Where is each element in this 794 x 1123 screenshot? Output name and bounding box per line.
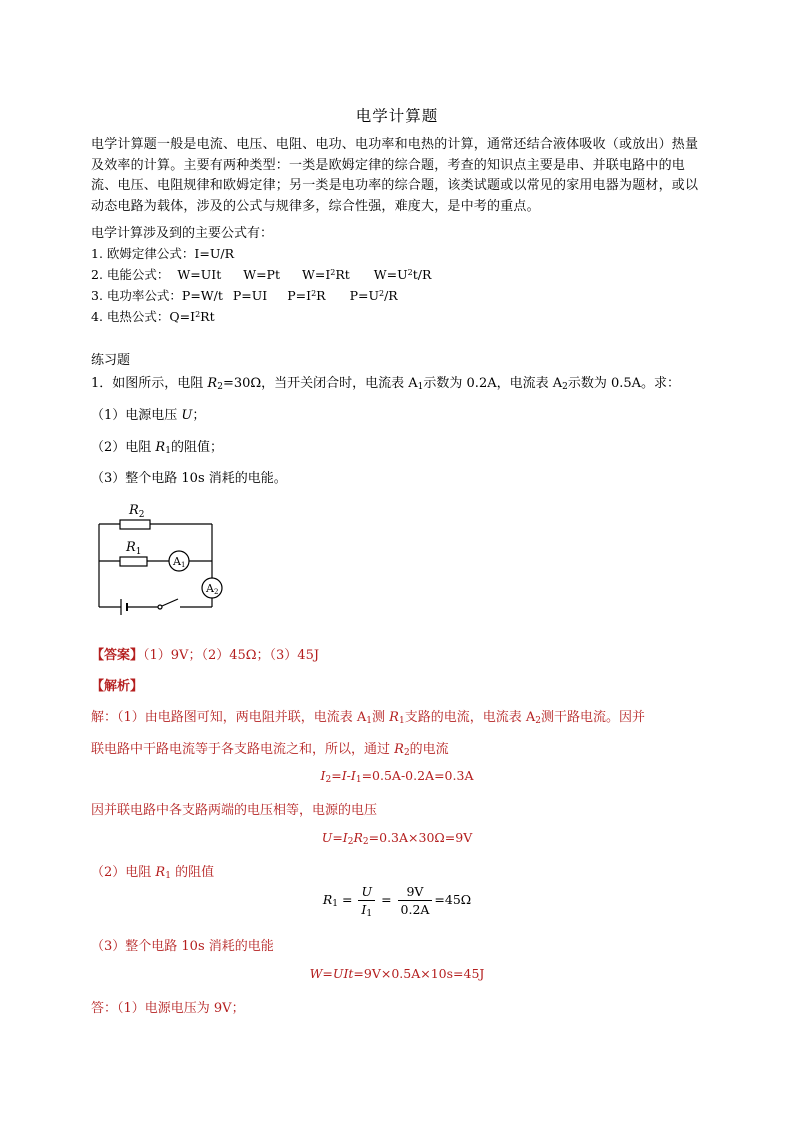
equation-text: =9V×0.5A×10s=45J <box>353 966 485 981</box>
formula-text: W=I <box>302 267 331 282</box>
question-text: 的阻值； <box>170 440 223 455</box>
formula-text: P=W/t <box>181 288 223 303</box>
analysis-text: 联电路中干路电流等于各支路电流之和，所以，通过 <box>91 742 395 757</box>
variable: U <box>181 408 193 423</box>
superscript: 2 <box>407 268 413 277</box>
analysis-line-4 <box>91 861 214 880</box>
formulas-heading: 电学计算涉及到的主要公式有： <box>91 226 274 241</box>
analysis-text: （2）电阻 <box>91 865 156 880</box>
superscript: 2 <box>195 310 201 319</box>
subscript: 1 <box>332 899 338 909</box>
formula-ohm <box>91 244 234 262</box>
subscript: 1 <box>165 446 171 456</box>
formula-text: t/R <box>412 267 432 282</box>
operator: = <box>337 892 357 907</box>
intro-paragraph: 电学计算题一般是电流、电压、电阻、电功、电功率和电热的计算，通常还结合液体吸收（或放出）热量及效率的计算。主要有两种类型：一类是欧姆定律的综合题，考查的知识点主要是串、并联电路中的电流、电压、电阻规律和欧姆定律；另一类是电功率的综合题，该类试题或以常见的家用电器为题材，或以动态电路为载体，涉及的公式与规律多，综合性强，难度大，是中考的重点。 <box>91 137 699 214</box>
equation-2 <box>0 830 794 845</box>
equation-text: =45Ω <box>434 892 472 907</box>
subscript: 2 <box>217 382 223 392</box>
variable: U <box>321 830 333 845</box>
formula-label: 3. 电功率公式： <box>91 288 182 303</box>
variable: I <box>320 768 326 783</box>
subscript: 1 <box>355 775 362 785</box>
question-text: ； <box>192 408 206 423</box>
formula-text: R <box>316 288 326 303</box>
formula-text: /R <box>384 288 398 303</box>
variable: U <box>361 884 373 899</box>
answer-tag: 【答案】 <box>91 648 144 663</box>
question-text: 示数为 0.5A。求： <box>567 376 681 391</box>
formula-energy <box>91 265 431 283</box>
variable: R <box>322 892 333 907</box>
question-stem <box>91 372 680 391</box>
analysis-line-1 <box>91 706 645 725</box>
superscript: 2 <box>330 268 336 277</box>
a2-label: A2 <box>206 582 219 596</box>
analysis-line-2 <box>91 738 449 757</box>
subscript: 2 <box>362 837 369 847</box>
variable: R <box>207 376 218 391</box>
variable: R <box>394 742 404 757</box>
equation-text: =0.5A-0.2A=0.3A <box>361 768 474 783</box>
analysis-line-5: （3）整个电路 10s 消耗的电能 <box>91 939 274 954</box>
subscript: 1 <box>366 909 373 919</box>
question-part-2 <box>91 436 223 455</box>
a1-label: A1 <box>173 555 186 569</box>
analysis-text: 的电流 <box>409 742 449 757</box>
formula-text: W=Pt <box>243 267 280 282</box>
switch-pivot <box>158 605 162 609</box>
question-text: =30Ω，当开关闭合时，电流表 A <box>222 376 418 391</box>
subscript: 2 <box>562 382 568 392</box>
formula-text: Rt <box>200 309 215 324</box>
equation-3 <box>0 884 794 917</box>
operator: - <box>346 768 351 783</box>
subscript: 1 <box>165 871 171 881</box>
formula-text: P=U <box>349 288 379 303</box>
formula-text: I=U/R <box>194 246 234 261</box>
formula-label: 1. 欧姆定律公式： <box>91 246 195 261</box>
variable: I <box>342 830 348 845</box>
subscript: 2 <box>535 716 541 726</box>
operator: = <box>332 830 343 845</box>
circuit-diagram <box>90 495 230 615</box>
analysis-text: 测干路电流。因并 <box>540 710 645 725</box>
r2-label: $R_2$ <box>129 503 145 520</box>
r1-label: $R_1$ <box>126 540 142 557</box>
variable: I <box>361 902 367 917</box>
superscript: 2 <box>379 289 385 298</box>
question-text: （1）电源电压 <box>91 408 182 423</box>
superscript: 2 <box>311 289 317 298</box>
variable: R <box>353 830 363 845</box>
fraction-u-over-i1 <box>358 884 375 917</box>
formula-text: P=I <box>287 288 312 303</box>
analysis-tag: 【解析】 <box>91 679 144 694</box>
answer-line <box>91 644 319 663</box>
question-part-3: （3）整个电路 10s 消耗的电能。 <box>91 471 287 486</box>
subscript: 2 <box>325 775 332 785</box>
subscript: 1 <box>398 716 405 726</box>
formula-text: Rt <box>335 267 350 282</box>
analysis-line-3: 因并联电路中各支路两端的电压相等，电源的电压 <box>91 803 378 818</box>
variable: R <box>155 865 166 880</box>
formula-heat <box>91 307 215 325</box>
analysis-line-6: 答：（1）电源电压为 9V； <box>91 1001 245 1016</box>
analysis-text: 测 <box>372 710 390 725</box>
formula-text: P=UI <box>232 288 268 303</box>
equation-4 <box>0 966 794 981</box>
formula-text: W=U <box>373 267 408 282</box>
question-text: （2）电阻 <box>91 440 156 455</box>
question-text: 1．如图所示，电阻 <box>91 376 208 391</box>
analysis-text: 的阻值 <box>170 865 215 880</box>
variable: W <box>309 966 323 981</box>
formula-label: 2. 电能公式： <box>91 267 170 282</box>
switch-blade <box>162 599 178 606</box>
subscript: 2 <box>347 837 354 847</box>
variable: I <box>341 768 347 783</box>
variable: I <box>350 768 356 783</box>
operator: = <box>322 966 333 981</box>
analysis-text: 解：（1）由电路图可知，两电阻并联，电流表 A <box>91 710 367 725</box>
operator: = <box>331 768 342 783</box>
variable: R <box>389 710 399 725</box>
resistor-r2 <box>120 520 150 529</box>
fraction-9v-over-02a: $\frac{9V}{0.2A}$ <box>398 884 433 917</box>
equation-text: =0.3A×30Ω=9V <box>368 830 473 845</box>
resistor-r1 <box>120 557 147 566</box>
practice-heading: 练习题 <box>91 353 131 368</box>
equation-1 <box>0 768 794 783</box>
variable: R <box>155 440 166 455</box>
analysis-text: 支路的电流，电流表 A <box>404 710 536 725</box>
formula-text: W=UIt <box>177 267 222 282</box>
answer-text: （1）9V；（2）45Ω；（3）45J <box>143 648 320 663</box>
question-part-1 <box>91 404 205 423</box>
formula-text: Q=I <box>169 309 196 324</box>
variable: UIt <box>332 966 354 981</box>
subscript: 2 <box>403 748 410 758</box>
subscript: 1 <box>366 716 373 726</box>
subscript: 1 <box>417 382 424 392</box>
question-text: 示数为 0.2A，电流表 A <box>423 376 563 391</box>
operator: = <box>377 892 396 907</box>
formula-label: 4. 电热公式： <box>91 309 170 324</box>
formula-power <box>91 286 398 304</box>
page-title: 电学计算题 <box>355 107 439 125</box>
